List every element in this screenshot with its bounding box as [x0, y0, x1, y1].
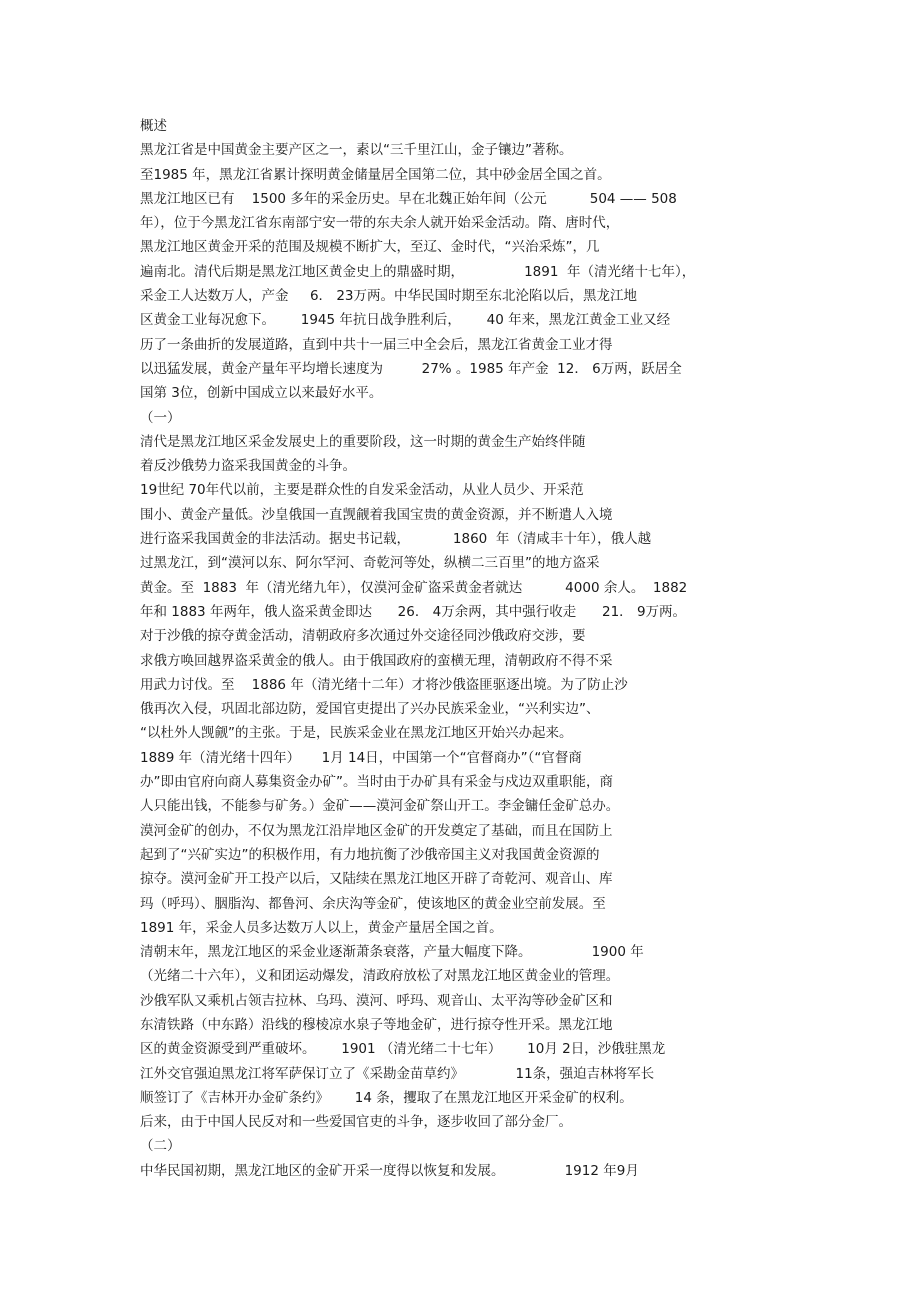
- text-line: “以杜外人觊觎”的主张。于是，民族采金业在黑龙江地区开始兴办起来。: [140, 725, 573, 742]
- text-line: 江外交官强迫黑龙江将军萨保订立了《采勘金苗草约》 11条，强迫吉林将军长: [140, 1065, 655, 1082]
- text-line: 中华民国初期，黑龙江地区的金矿开采一度得以恢复和发展。 1912 年9月: [140, 1162, 639, 1179]
- section-title: 概述: [140, 118, 167, 134]
- text-line: 至1985 年，黑龙江省累计探明黄金储量居全国第二位，其中砂金居全国之首。: [140, 166, 611, 183]
- text-line: 清朝末年，黑龙江地区的采金业逐渐萧条衰落，产量大幅度下降。 1900 年: [140, 944, 644, 961]
- text-line: 国第 3位，创新中国成立以来最好水平。: [140, 385, 383, 402]
- text-line: 进行盗采我国黄金的非法活动。据史书记载， 1860 年（清咸丰十年），俄人越: [140, 531, 652, 548]
- text-line: 年和 1883 年两年，俄人盗采黄金即达 26． 4万余两，其中强行收走 21． 9万两。: [140, 603, 687, 620]
- section-heading: （二）: [140, 1138, 181, 1155]
- text-line: 着反沙俄势力盗采我国黄金的斗争。: [140, 458, 356, 475]
- text-line: 东清铁路（中东路）沿线的穆棱凉水泉子等地金矿，进行掠夺性开采。黑龙江地: [140, 1016, 613, 1033]
- text-line: 对于沙俄的掠夺黄金活动，清朝政府多次通过外交途径同沙俄政府交涉，要: [140, 628, 586, 645]
- text-line: 黄金。至 1883 年（清光绪九年），仅漠河金矿盗采黄金者就达 4000 余人。 1882: [140, 579, 688, 596]
- text-line: 黑龙江地区已有 1500 多年的采金历史。早在北魏正始年间（公元 504 —— 508: [140, 190, 677, 207]
- text-line: 黑龙江地区黄金开采的范围及规模不断扩大，至辽、金时代，“兴治采炼”，几: [140, 239, 600, 256]
- text-line: 区的黄金资源受到严重破坏。 1901 （清光绪二十七年） 10月 2日，沙俄驻黑龙: [140, 1041, 666, 1058]
- text-line: 顺签订了《吉林开办金矿条约》 14 条，攫取了在黑龙江地区开采金矿的权利。: [140, 1089, 633, 1106]
- text-line: 起到了“兴矿实边”的积极作用，有力地抗衡了沙俄帝国主义对我国黄金资源的: [140, 846, 600, 863]
- text-line: 采金工人达数万人，产金 6． 23万两。中华民国时期至东北沦陷以后，黑龙江地: [140, 288, 638, 305]
- document-body: [140, 114, 700, 1183]
- text-line: 人只能出钱，不能参与矿务。）金矿——漠河金矿祭山开工。李金镛任金矿总办。: [140, 798, 620, 815]
- text-line: 黑龙江省是中国黄金主要产区之一，素以“三千里江山，金子镶边”著称。: [140, 142, 573, 159]
- text-line: 用武力讨伐。至 1886 年（清光绪十二年）才将沙俄盗匪驱逐出境。为了防止沙: [140, 676, 628, 693]
- text-line: 1891 年，采金人员多达数万人以上，黄金产量居全国之首。: [140, 919, 503, 936]
- section-heading: （一）: [140, 409, 181, 426]
- text-line: 漠河金矿的创办，不仅为黑龙江沿岸地区金矿的开发奠定了基础，而且在国防上: [140, 822, 613, 839]
- text-line: 俄再次入侵，巩固北部边防，爱国官吏提出了兴办民族采金业，“兴利实边”、: [140, 701, 600, 718]
- text-line: 年），位于今黑龙江省东南部宁安一带的东夫余人就开始采金活动。隋、唐时代，: [140, 215, 620, 232]
- text-line: 清代是黑龙江地区采金发展史上的重要阶段，这一时期的黄金生产始终伴随: [140, 433, 586, 450]
- text-line: （光绪二十六年），义和团运动爆发，清政府放松了对黑龙江地区黄金业的管理。: [140, 968, 620, 985]
- text-line: 遍南北。清代后期是黑龙江地区黄金史上的鼎盛时期， 1891 年（清光绪十七年），: [140, 263, 696, 280]
- text-line: 沙俄军队又乘机占领吉拉林、乌玛、漠河、呼玛、观音山、太平沟等砂金矿区和: [140, 992, 613, 1009]
- text-line: 围小、黄金产量低。沙皇俄国一直觊觎着我国宝贵的黄金资源，并不断遣人入境: [140, 506, 613, 523]
- text-line: 区黄金工业每况愈下。 1945 年抗日战争胜利后， 40 年来，黑龙江黄金工业又经: [140, 312, 671, 329]
- text-line: 19世纪 70年代以前，主要是群众性的自发采金活动，从业人员少、开采范: [140, 482, 584, 499]
- text-line: 办”即由官府向商人募集资金办矿”。当时由于办矿具有采金与戍边双重职能，商: [140, 774, 613, 791]
- text-line: 以迅猛发展，黄金产量年平均增长速度为 27% 。1985 年产金 12． 6万两，跃居全: [140, 360, 682, 377]
- text-line: 历了一条曲折的发展道路，直到中共十一届三中全会后，黑龙江省黄金工业才得: [140, 336, 613, 353]
- text-line: 掠夺。漠河金矿开工投产以后，又陆续在黑龙江地区开辟了奇乾河、观音山、库: [140, 871, 613, 888]
- text-line: 过黑龙江，到“漠河以东、阿尔罕河、奇乾河等处，纵横二三百里”的地方盗采: [140, 555, 600, 572]
- text-line: 后来，由于中国人民反对和一些爱国官吏的斗争，逐步收回了部分金厂。: [140, 1114, 572, 1131]
- text-line: 玛（呼玛）、胭脂沟、都鲁河、余庆沟等金矿，使该地区的黄金业空前发展。至: [140, 895, 606, 912]
- text-line: 1889 年（清光绪十四年） 1月 14日，中国第一个“官督商办”（“官督商: [140, 749, 582, 766]
- text-line: 求俄方唤回越界盗采黄金的俄人。由于俄国政府的蛮横无理，清朝政府不得不采: [140, 652, 613, 669]
